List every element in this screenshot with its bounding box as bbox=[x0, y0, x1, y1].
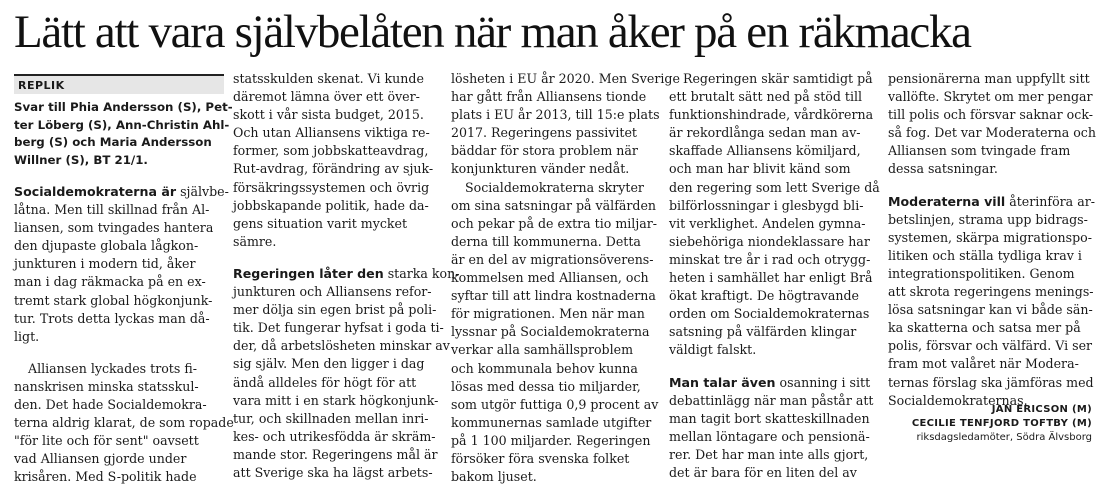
text-line: den djupaste globala lågkon- bbox=[14, 238, 199, 254]
text-line: ändå alldeles för högt för att bbox=[233, 374, 417, 390]
text-line: låtna. Men till skillnad från Al- bbox=[14, 202, 210, 218]
reply-to bbox=[14, 99, 233, 169]
text-line: krisåren. Med S-politik hade bbox=[14, 469, 197, 485]
paragraph bbox=[451, 179, 661, 487]
text-line: det är bara för en liten del av bbox=[669, 464, 857, 480]
paragraph bbox=[888, 70, 1096, 179]
paragraph: Socialdemokraterna är självbe- låtna. Men till skillnad från Al- liansen, som tvingades hantera den djupaste globala lågkon- junkturen i modern tid, åker man i dag räkmacka på en ex- tremt stark global högkonjunk- tur. Trots detta lyckas man då- ligt. bbox=[14, 183, 224, 346]
text-line: bilförlossningar i glesbygd bli- bbox=[669, 197, 864, 213]
text-line: så fog. Det var Moderaterna och bbox=[888, 125, 1096, 141]
text-line: att skrota regeringens menings- bbox=[888, 284, 1094, 300]
text-line: är rekordlånga sedan man av- bbox=[669, 125, 861, 141]
column-4 bbox=[669, 70, 879, 482]
text-line: minskat tre år i rad och otrygg- bbox=[669, 251, 871, 267]
text-line: Rut-avdrag, förändring av sjuk- bbox=[233, 161, 434, 177]
text-line: lyssnar på Socialdemokraterna bbox=[451, 324, 650, 340]
text-line: mande stor. Regeringens mål är bbox=[233, 446, 438, 462]
text-line: vad Alliansen gjorde under bbox=[14, 451, 187, 467]
paragraph-lead: Man talar även bbox=[669, 374, 776, 390]
text-line: siebehöriga niondeklassare har bbox=[669, 233, 870, 249]
column-2 bbox=[233, 70, 460, 482]
text-line: betslinjen, strama upp bidrags- bbox=[888, 211, 1088, 227]
paragraph bbox=[14, 360, 234, 487]
text-line: försäkringssystemen och övrig bbox=[233, 179, 430, 195]
author-name: JAN ERICSON (M) bbox=[991, 404, 1092, 415]
text-line: den. Det hade Socialdemokra- bbox=[14, 397, 207, 413]
text-line: ett brutalt sätt ned på stöd till bbox=[669, 89, 863, 105]
text-line: ternas förslag ska jämföras med bbox=[888, 374, 1094, 390]
text-line: och man har blivit känd som bbox=[669, 161, 851, 177]
text-line: lösas med dessa tio miljarder, bbox=[451, 378, 641, 394]
text-line: att Sverige ska ha lägst arbets- bbox=[233, 464, 433, 480]
text-line: heten i samhället har enligt Brå bbox=[669, 270, 873, 286]
text-line: är en del av migrationsöverens- bbox=[451, 251, 654, 267]
column-5 bbox=[888, 70, 1096, 410]
text-line: lösheten i EU år 2020. Men Sverige bbox=[451, 71, 680, 86]
text-line: tremt stark global högkonjunk- bbox=[14, 292, 213, 308]
text-line: på 1 100 miljarder. Regeringen bbox=[451, 432, 651, 448]
text-line: kes- och utrikesfödda är skräm- bbox=[233, 428, 436, 444]
text-line: skaffade Alliansens kömiljard, bbox=[669, 143, 861, 159]
text-line: kommunernas samlade utgifter bbox=[451, 414, 652, 430]
paragraph: Moderaterna vill återinföra ar- betslinjen, strama upp bidrags- systemen, skärpa migrationspo- litiken och ställa tydliga krav i integrationspolitiken. Genom att skrota regeringens menings- lösa satsningar kan vi både sän- ka skatterna och satsa mer på polis, försvar och välfärd. Vi ser fram mot valåret när Modera- ternas förslag ska jämföras med Socialdemokraternas. bbox=[888, 193, 1093, 410]
text-line: statsskulden skenat. Vi kunde bbox=[233, 71, 424, 86]
text-line: bakom ljuset. bbox=[451, 469, 537, 485]
paragraph: Man talar även osanning i sitt debattinlägg när man påstår att man tagit bort skatteskillnaden mellan löntagare och pensionä- rer. Det har man inte alls gjort, det är bara för en liten del av bbox=[669, 374, 879, 483]
text-line: Willner (S), BT 21/1. bbox=[14, 152, 148, 167]
text-line: mellan löntagare och pensionä- bbox=[669, 428, 870, 444]
text-line: rer. Det har man inte alls gjort, bbox=[669, 446, 869, 462]
text-line: väldigt falskt. bbox=[669, 342, 757, 358]
text-line: orden om Socialdemokraternas bbox=[669, 306, 870, 322]
text-line: dessa satsningar. bbox=[888, 161, 998, 177]
text-line: man tagit bort skatteskillnaden bbox=[669, 410, 870, 426]
text-line: om sina satsningar på välfärden bbox=[451, 197, 657, 213]
text-line: Och utan Alliansens viktiga re- bbox=[233, 125, 430, 141]
text-line: kommelsen med Alliansen, och bbox=[451, 270, 649, 286]
text-line: 2017. Regeringens passivitet bbox=[451, 125, 637, 141]
paragraph bbox=[451, 70, 680, 179]
text-line: vara mitt i en stark högkonjunk- bbox=[233, 392, 439, 408]
paragraph-lead: Socialdemokraterna är bbox=[14, 184, 177, 199]
text-line: junkturen och Alliansens refor- bbox=[233, 284, 432, 300]
text-line: ka skatterna och satsa mer på bbox=[888, 320, 1081, 336]
text-line: litiken och ställa tydliga krav i bbox=[888, 247, 1082, 263]
text-line: verkar alla samhällsproblem bbox=[451, 342, 634, 358]
text-line: der, då arbetslösheten minskar av bbox=[233, 338, 450, 354]
text-line: plats i EU år 2013, till 15:e plats bbox=[451, 107, 660, 123]
text-line: pensionärerna man uppfyllt sitt bbox=[888, 71, 1090, 86]
text-line: tur. Trots detta lyckas man då- bbox=[14, 310, 210, 326]
text-line: som utgör futtiga 0,9 procent av bbox=[451, 396, 659, 412]
author-name: CECILIE TENFJORD TOFTBY (M) bbox=[911, 418, 1092, 429]
text-line: "för lite och för sent" oavsett bbox=[14, 433, 199, 449]
paragraph bbox=[669, 70, 879, 360]
paragraph-lead: Regeringen låter den bbox=[233, 265, 384, 281]
text-line: gens situation varit mycket bbox=[233, 215, 408, 231]
paragraph-lead: Moderaterna vill bbox=[888, 193, 1006, 209]
text-line: tik. Det fungerar hyfsat i goda ti- bbox=[233, 320, 444, 336]
text-line: till polis och försvar saknar ock- bbox=[888, 107, 1093, 123]
text-line: liansen, som tvingades hantera bbox=[14, 220, 214, 236]
signature bbox=[912, 403, 1092, 445]
text-line: sig själv. Men den ligger i dag bbox=[233, 356, 425, 372]
text-line: för migrationen. Men när man bbox=[451, 306, 645, 322]
text-line: junkturen i modern tid, åker bbox=[14, 256, 196, 272]
paragraph: Regeringen låter den starka kon- junkturen och Alliansens refor- mer dölja sin egen brist på poli- tik. Det fungerar hyfsat i goda ti- der, då arbetslösheten minskar av sig själv. Men den ligger i dag ändå alldeles för högt för att vara mitt i en stark högkonjunk- tur, och skillnaden mellan inri- kes- och utrikesfödda är skräm- mande stor. Regeringens mål är att Sverige ska ha lägst arbets- bbox=[233, 265, 438, 482]
text-line: polis, försvar och välfärd. Vi ser bbox=[888, 338, 1093, 354]
text-line: berg (S) och Maria Andersson bbox=[14, 135, 212, 149]
text-line: satsning på välfärden klingar bbox=[669, 324, 857, 340]
text-line: Alliansen som tvingade fram bbox=[888, 143, 1071, 159]
text-line: ter Löberg (S), Ann-Christin Ahl- bbox=[14, 117, 230, 132]
author-role: riksdagsledamöter, Södra Älvsborg bbox=[916, 432, 1092, 443]
text-line: Regeringen skär samtidigt på bbox=[683, 71, 873, 86]
text-line: former, som jobbskatteavdrag, bbox=[233, 143, 429, 159]
text-line: den regering som lett Sverige då bbox=[669, 179, 880, 195]
text-line: Socialdemokraternas. bbox=[888, 392, 1028, 408]
text-line: konjunkturen vänder nedåt. bbox=[451, 161, 630, 177]
text-line: har gått från Alliansens tionde bbox=[451, 89, 647, 105]
text-line: Socialdemokraterna skryter bbox=[465, 179, 644, 195]
text-line: ökat kraftigt. De högtravande bbox=[669, 288, 859, 304]
text-line: och pekar på de extra tio miljar- bbox=[451, 215, 658, 231]
text-line: syftar till att lindra kostnaderna bbox=[451, 288, 656, 304]
text-line: däremot lämna över ett över- bbox=[233, 89, 420, 105]
text-line: tur, och skillnaden mellan inri- bbox=[233, 410, 429, 426]
text-line: derna till kommunerna. Detta bbox=[451, 233, 641, 249]
text-line: nanskrisen minska statsskul- bbox=[14, 378, 199, 394]
text-line: skott i vår sista budget, 2015. bbox=[233, 107, 424, 123]
text-line: systemen, skärpa migrationspo- bbox=[888, 229, 1092, 245]
text-line: funktionshindrade, vårdkörerna bbox=[669, 107, 874, 123]
text-line: vallöfte. Skrytet om mer pengar bbox=[888, 89, 1093, 105]
text-line: försöker föra svenska folket bbox=[451, 450, 630, 466]
paragraph bbox=[233, 70, 438, 251]
text-line: Alliansen lyckades trots fi- bbox=[28, 360, 197, 376]
text-line: vit verklighet. Andelen gymna- bbox=[669, 215, 866, 231]
text-line: integrationspolitiken. Genom bbox=[888, 265, 1075, 281]
text-line: och kommunala behov kunna bbox=[451, 360, 638, 376]
column-3 bbox=[451, 70, 680, 486]
text-line: man i dag räkmacka på en ex- bbox=[14, 274, 206, 290]
text-line: mer dölja sin egen brist på poli- bbox=[233, 302, 437, 318]
text-line: bäddar för stora problem när bbox=[451, 143, 638, 159]
text-line: Svar till Phia Andersson (S), Pet- bbox=[14, 100, 233, 114]
text-line: lösa satsningar kan vi både sän- bbox=[888, 302, 1093, 318]
section-label: REPLIK bbox=[14, 74, 224, 94]
text-line: ligt. bbox=[14, 328, 40, 344]
text-line: terna aldrig klarat, de som ropade bbox=[14, 415, 234, 431]
column-1 bbox=[14, 74, 234, 487]
text-line: debattinlägg när man påstår att bbox=[669, 392, 874, 408]
text-line: sämre. bbox=[233, 233, 277, 249]
text-line: jobbskapande politik, hade da- bbox=[233, 197, 429, 213]
headline: Lätt att vara självbelåten när man åker på en räkmacka bbox=[14, 6, 971, 58]
text-line: fram mot valåret när Modera- bbox=[888, 356, 1079, 372]
